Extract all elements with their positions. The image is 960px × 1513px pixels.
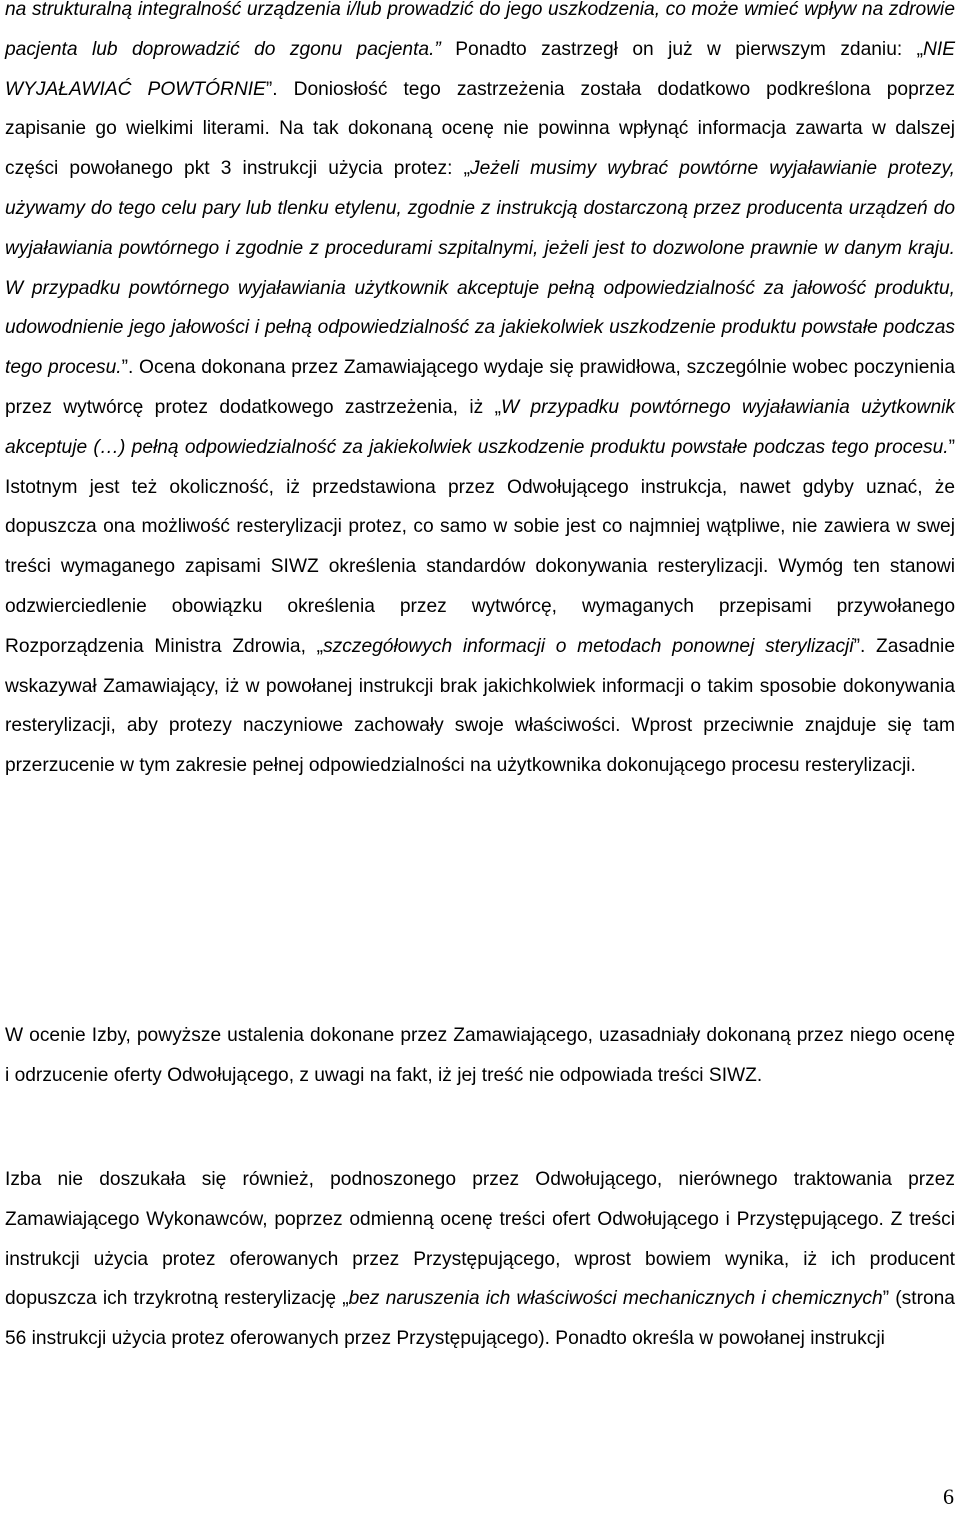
text-segment: na strukturalną integralność urządzenia i/lub prowadzić do jego uszkodzenia, co może wmieć wpływ na zdrowie pacjenta lub doprowadzić do zgonu pacjenta.” (5, 0, 955, 60)
text-segment: NIE WYJAŁAWIAĆ POWTÓRNIE (5, 38, 955, 100)
text-segment: ”. Zasadnie wskazywał Zamawiający, iż w powołanej instrukcji brak jakichkolwiek informacji o takim sposobie dokonywania resterylizacji, aby protezy naczyniowe zachowały swoje właściwości. Wprost przeciwnie znajduje się tam przerzucenie w tym zakresie pełnej odpowiedzialności na użytkownika dokonującego procesu resterylizacji. (5, 635, 955, 777)
text-segment: ”. Ocena dokonana przez Zamawiającego wydaje się prawidłowa, szczególnie wobec poczynienia przez wytwórcę protez dodatkowego zastrzeżenia, iż „ (5, 357, 955, 418)
text-segment: bez naruszenia ich właściwości mechanicznych i chemicznych (348, 1288, 883, 1310)
text-segment: Jeżeli musimy wybrać powtórne wyjaławianie protezy, używamy do tego celu pary lub tlenku etylenu, zgodnie z instrukcją dostarczoną przez producenta urządzeń do wyjaławiania powtórnego i zgodnie z procedurami szpitalnymi, jeżeli jest to dozwolone prawnie w danym kraju. (5, 158, 955, 259)
page-number: 6 (943, 1484, 954, 1509)
paragraph-chamber-assessment (5, 1016, 955, 1096)
paragraph-resterylization-assessment (5, 0, 955, 786)
text-segment: szczegółowych informacji o metodach ponownej sterylizacji (323, 635, 854, 657)
text-segment: ”. Doniosłość tego zastrzeżenia została dodatkowo podkreślona poprzez zapisanie go wielkimi literami. Na tak dokonaną ocenę nie powinna wpłynąć informacja zawarta w dalszej części powołanego pkt 3 instrukcji użycia protez: „ (5, 78, 955, 180)
text-segment: ” Istotnym jest też okoliczność, iż przedstawiona przez Odwołującego instrukcja, nawet gdyby uznać, że dopuszcza ona możliwość resterylizacji protez, co samo w sobie jest co najmniej wątpliwe, nie zawiera w swej treści wymaganego zapisami SIWZ określenia standardów dokonywania resterylizacji. Wymóg ten stanowi odzwierciedlenie obowiązku określenia przez wytwórcę, wymaganych przepisami przywołanego Rozporządzenia Ministra Zdrowia, „ (5, 436, 955, 657)
paragraph-equal-treatment (5, 1160, 955, 1359)
text-segment: Izba nie doszukała się również, podnoszonego przez Odwołującego, nierównego traktowania przez Zamawiającego Wykonawców, poprzez odmienną ocenę treści ofert Odwołującego i Przystępującego. Z treści instrukcji użycia protez oferowanych przez Przystępującego, wprost bowiem wynika, iż ich producent dopuszcza ich trzykrotną resterylizację „ (5, 1169, 955, 1310)
text-segment: W przypadku powtórnego wyjaławiania użytkownik akceptuje pełną odpowiedzialność za jałowość produktu, udowodnienie jego jałowości i pełną odpowiedzialność za jakiekolwiek uszkodzenie produktu powstałe podczas tego procesu. (5, 277, 955, 379)
text-segment: W przypadku powtórnego wyjaławiania użytkownik akceptuje (…) pełną odpowiedzialność za jakiekolwiek uszkodzenie produktu powstałe podczas tego procesu. (5, 396, 955, 458)
text-segment: Ponadto zastrzegł on już w pierwszym zdaniu: „ (440, 38, 923, 60)
text-segment: ” (strona 56 instrukcji użycia protez oferowanych przez Przystępującego). Ponadto określa w powołanej instrukcji (5, 1288, 955, 1350)
text-segment: W ocenie Izby, powyższe ustalenia dokonane przez Zamawiającego, uzasadniały dokonaną przez niego ocenę i odrzucenie oferty Odwołującego, z uwagi na fakt, iż jej treść nie odpowiada treści SIWZ. (5, 1025, 955, 1086)
